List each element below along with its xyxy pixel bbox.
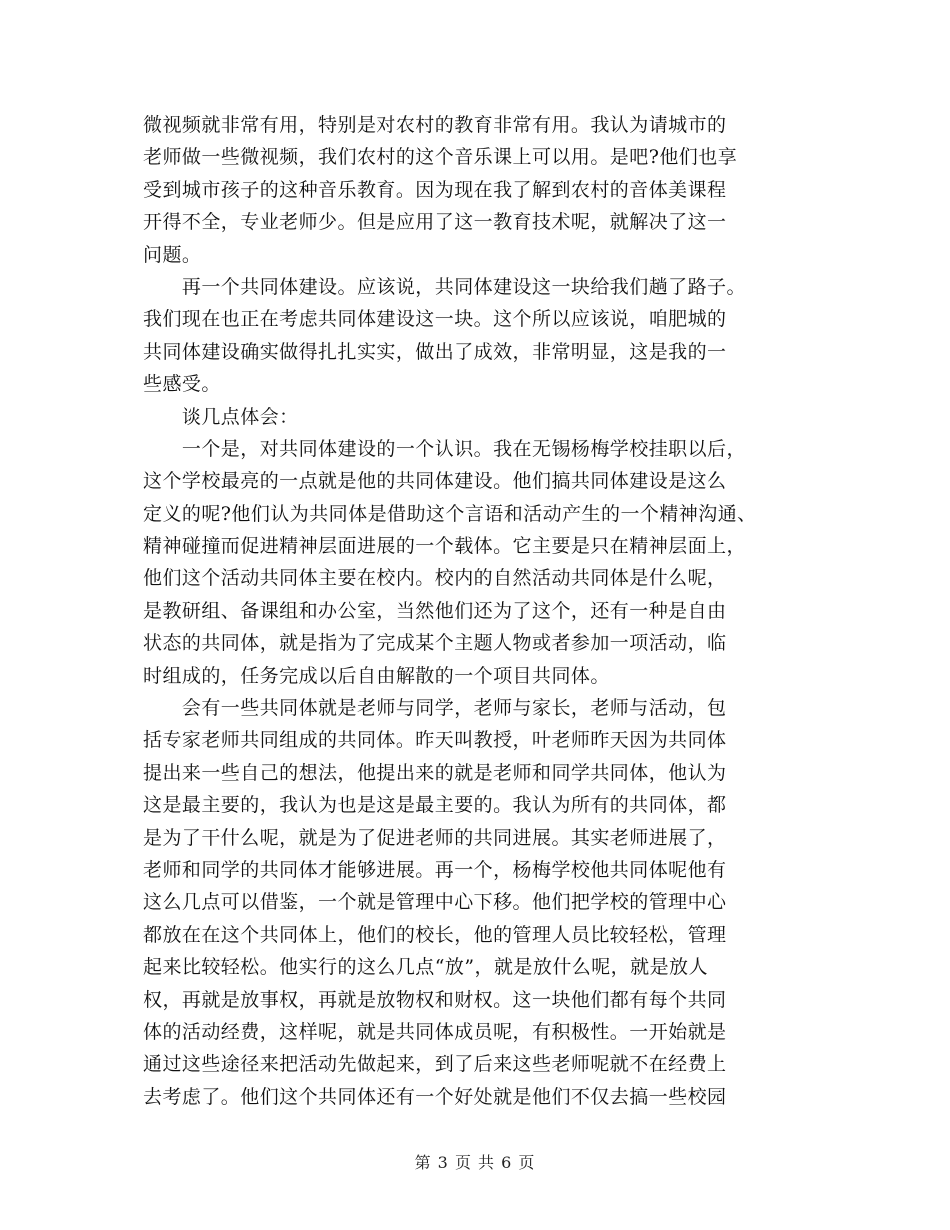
body-text [143, 109, 833, 1113]
page-footer: 第 3 页 共 6 页 [414, 1153, 536, 1172]
text-line: 是教研组、备课组和办公室，当然他们还为了这个，还有一种是自由 [143, 599, 727, 622]
text-line: 些感受。 [143, 373, 221, 396]
text-line: 再一个共同体建设。应该说，共同体建设这一块给我们趟了路子。 [143, 275, 746, 298]
text-line: 这是最主要的，我认为也是这是最主要的。我认为所有的共同体，都 [143, 794, 727, 817]
text-line: 都放在在这个共同体上，他们的校长，他的管理人员比较轻松，管理 [143, 923, 727, 946]
text-line: 谈几点体会： [143, 405, 299, 428]
text-line: 他们这个活动共同体主要在校内。校内的自然活动共同体是什么呢， [143, 567, 727, 590]
text-line: 提出来一些自己的想法，他提出来的就是老师和同学共同体，他认为 [143, 761, 727, 784]
text-line: 这个学校最亮的一点就是他的共同体建设。他们搞共同体建设是这么 [143, 470, 727, 493]
text-line: 精神碰撞而促进精神层面进展的一个载体。它主要是只在精神层面上， [143, 535, 746, 558]
text-line: 这么几点可以借鉴，一个就是管理中心下移。他们把学校的管理中心 [143, 891, 727, 914]
text-line: 一个是，对共同体建设的一个认识。我在无锡杨梅学校挂职以后， [143, 437, 746, 460]
text-line: 会有一些共同体就是老师与同学，老师与家长，老师与活动，包 [143, 697, 727, 720]
text-line: 是为了干什么呢，就是为了促进老师的共同进展。其实老师进展了， [143, 826, 727, 849]
text-line: 问题。 [143, 243, 202, 266]
text-line: 括专家老师共同组成的共同体。昨天叫教授，叶老师昨天因为共同体 [143, 729, 727, 752]
text-line: 定义的呢?他们认为共同体是借助这个言语和活动产生的一个精神沟通、 [143, 502, 757, 525]
text-line: 时组成的，任务完成以后自由解散的一个项目共同体。 [143, 664, 610, 687]
text-line: 开得不全，专业老师少。但是应用了这一教育技术呢，就解决了这一 [143, 211, 727, 234]
text-line: 状态的共同体，就是指为了完成某个主题人物或者参加一项活动，临 [143, 632, 727, 655]
text-line: 权，再就是放事权，再就是放物权和财权。这一块他们都有每个共同 [143, 988, 727, 1011]
text-line: 老师做一些微视频，我们农村的这个音乐课上可以用。是吧?他们也享 [143, 146, 738, 169]
text-line: 共同体建设确实做得扎扎实实，做出了成效，非常明显，这是我的一 [143, 340, 727, 363]
text-line: 去考虑了。他们这个共同体还有一个好处就是他们不仅去搞一些校园 [143, 1085, 727, 1108]
text-line: 受到城市孩子的这种音乐教育。因为现在我了解到农村的音体美课程 [143, 178, 727, 201]
text-line: 通过这些途径来把活动先做起来，到了后来这些老师呢就不在经费上 [143, 1053, 727, 1076]
text-line: 起来比较轻松。他实行的这么几点“放”，就是放什么呢，就是放人 [143, 956, 708, 979]
text-line: 体的活动经费，这样呢，就是共同体成员呢，有积极性。一开始就是 [143, 1020, 727, 1043]
text-line: 老师和同学的共同体才能够进展。再一个，杨梅学校他共同体呢他有 [143, 858, 727, 881]
text-line: 我们现在也正在考虑共同体建设这一块。这个所以应该说，咱肥城的 [143, 308, 727, 331]
text-line: 微视频就非常有用，特别是对农村的教育非常有用。我认为请城市的 [143, 114, 727, 136]
